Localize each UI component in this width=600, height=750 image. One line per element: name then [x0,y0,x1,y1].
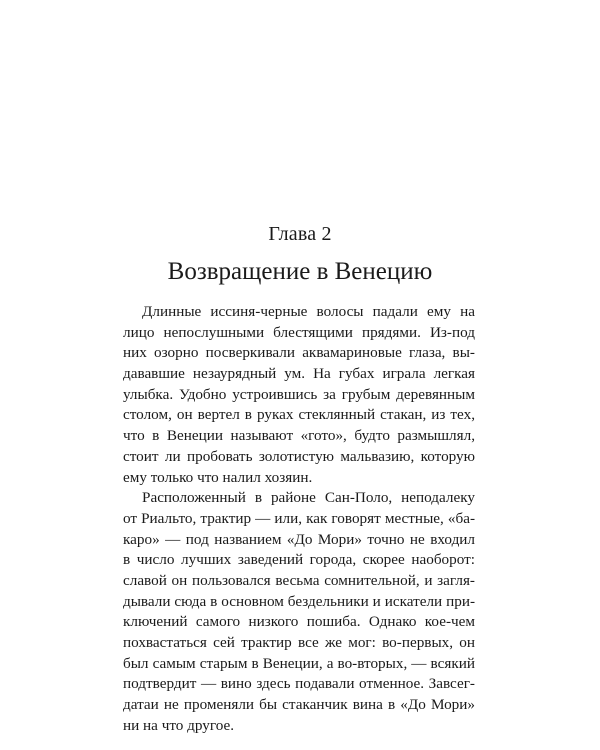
text-line: столом, он вертел в руках стеклянный стакан, из тех, [123,406,475,424]
text-line: них озорно посверкивали аквамариновые глаза, вы- [123,344,475,362]
text-line: в число лучших заведений города, скорее наоборот: [123,551,475,569]
text-line: улыбка. Удобно устроившись за грубым деревянным [123,385,475,403]
text-line: лицо непослушными блестящими прядями. Из-под [123,323,475,341]
text-line: Длинные иссиня-черные волосы падали ему на [142,303,475,320]
text-line: ключений самого низкого пошиба. Однако кое-чем [123,613,475,631]
text-line: славой он пользовался весьма сомнительной, и загля- [123,571,475,589]
text-line: похвастаться сей трактир все же мог: во-первых, он [123,634,475,651]
chapter-body [123,302,475,736]
text-line: Расположенный в районе Сан-Поло, неподалеку [142,489,475,507]
text-line: дывали сюда в основном бездельники и искатели при- [123,592,475,610]
text-line: ни на что другое. [123,716,235,734]
text-line: дававшие незаурядный ум. На губах играла легкая [123,365,475,383]
text-line: каро» — под названием «До Мори» точно не входил [123,530,475,548]
chapter-label: Глава 2 [268,223,332,245]
chapter-title: Возвращение в Венецию [167,258,433,285]
text-line: датаи не променяли бы стаканчик вина в «До Мори» [123,696,475,714]
paragraph-1 [123,302,475,488]
text-line: что в Венеции называют «гото», будто размышлял, [123,427,475,445]
paragraph-2 [123,488,475,736]
text-line: стоит ли пробовать золотистую мальвазию, которую [123,447,475,465]
text-line: был самым старым в Венеции, а во-вторых, — всякий [123,654,475,672]
text-line: от Риальто, трактир — или, как говорят местные, «ба- [123,509,475,527]
text-line: подтвердит — вино здесь подавали отменное. Завсег- [123,675,475,693]
text-line: ему только что налил хозяин. [123,468,313,486]
